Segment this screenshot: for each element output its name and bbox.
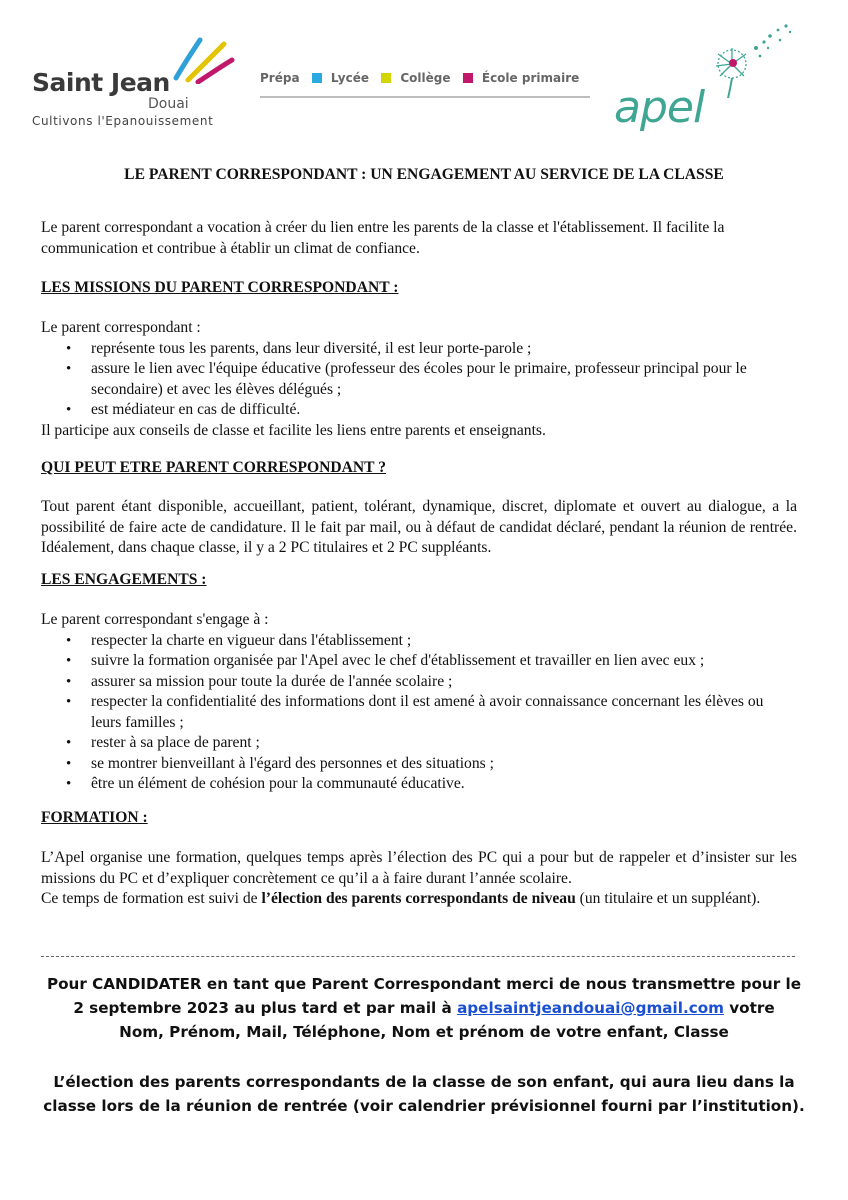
formation-heading: FORMATION :: [41, 809, 148, 826]
candidature-line-2-pre: 2 septembre 2023 au plus tard et par mail à: [73, 999, 458, 1017]
list-item: • respecter la charte en vigueur dans l'établissement ;: [91, 631, 797, 652]
swoosh-logo-icon: [170, 34, 240, 84]
list-item: • respecter la confidentialité des informations dont il est amené à avoir connaissance concernant les élèves ou leurs familles ;: [91, 692, 797, 733]
list-item: • assure le lien avec l'équipe éducative (professeur des écoles pour le primaire, professeur principal pour le secondaire) et avec les élèves délégués ;: [91, 359, 797, 400]
level-college: Collège: [400, 70, 451, 85]
who-paragraph: Tout parent étant disponible, accueillant, patient, tolérant, dynamique, discret, diplomate et ouvert au dialogue, a la possibilité de faire acte de candidature. Il le fait par mail, ou à défaut de candidat déclaré, pendant la réunion de rentrée. Idéalement, dans chaque classe, il y a 2 PC titulaires et 2 PC suppléants.: [41, 498, 797, 556]
school-city: Douai: [148, 96, 189, 112]
missions-lead: Le parent correspondant :: [41, 319, 201, 336]
formation-election-post: (un titulaire et un suppléant).: [575, 890, 761, 907]
school-name: Saint Jean: [32, 68, 170, 97]
list-item: • assurer sa mission pour toute la durée de l'année scolaire ;: [91, 672, 797, 693]
missions-heading: LES MISSIONS DU PARENT CORRESPONDANT :: [41, 279, 399, 296]
school-slogan: Cultivons l'Epanouissement: [32, 114, 214, 128]
formation-paragraph: L’Apel organise une formation, quelques temps après l’élection des PC qui a pour but de rappeler et d’insister sur les missions du PC et d’expliquer concrètement ce qu’il a à faire durant l’année scolaire.: [41, 849, 797, 887]
list-item: • suivre la formation organisée par l'Apel avec le chef d'établissement et travailler en lien avec eux ;: [91, 651, 797, 672]
engagements-heading: LES ENGAGEMENTS :: [41, 571, 207, 588]
formation-election-pre: Ce temps de formation est suivi de: [41, 890, 262, 907]
engagements-section: [41, 610, 797, 795]
engagements-list: [41, 631, 797, 795]
saint-jean-logo: [30, 36, 240, 136]
candidature-line-1: Pour CANDIDATER en tant que Parent Correspondant merci de nous transmettre pour le: [46, 975, 801, 993]
missions-closing: Il participe aux conseils de classe et facilite les liens entre parents et enseignants.: [41, 421, 546, 439]
level-prepa: Prépa: [260, 70, 300, 85]
formation-election-paragraph: [41, 889, 797, 910]
apel-wordmark: apel: [614, 82, 705, 133]
list-item: • se montrer bienveillant à l'égard des personnes et des situations ;: [91, 754, 797, 775]
list-item: • rester à sa place de parent ;: [91, 733, 797, 754]
election-notice: L’élection des parents correspondants de la classe de son enfant, qui aura lieu dans la classe lors de la réunion de rentrée (voir calendrier prévisionnel fourni par l’institution).: [43, 1073, 805, 1115]
candidature-line-2-post: votre: [723, 999, 775, 1017]
formation-section: [41, 848, 797, 910]
engagements-lead: Le parent correspondant s'engage à :: [41, 611, 269, 628]
levels-bar: [260, 70, 590, 98]
formation-election-bold: l’élection des parents correspondants de niveau: [261, 890, 576, 907]
candidature-line-3: Nom, Prénom, Mail, Téléphone, Nom et prénom de votre enfant, Classe: [119, 1023, 729, 1041]
page-title: LE PARENT CORRESPONDANT : UN ENGAGEMENT AU SERVICE DE LA CLASSE: [124, 166, 724, 183]
level-square-icon: [463, 73, 473, 83]
email-link[interactable]: apelsaintjeandouai@gmail.com: [457, 999, 724, 1017]
missions-list: [41, 339, 797, 421]
dashed-divider: [41, 956, 795, 957]
list-item: • est médiateur en cas de difficulté.: [91, 400, 797, 421]
level-square-icon: [381, 73, 391, 83]
level-lycee: Lycée: [330, 70, 369, 85]
apel-logo: [610, 18, 800, 148]
missions-section: [41, 318, 797, 441]
list-item: • être un élément de cohésion pour la communauté éducative.: [91, 774, 797, 795]
intro-paragraph: Le parent correspondant a vocation à créer du lien entre les parents de la classe et l'établissement. Il facilite la communication et contribue à établir un climat de confiance.: [41, 219, 725, 257]
who-heading: QUI PEUT ETRE PARENT CORRESPONDANT ?: [41, 459, 386, 476]
level-square-icon: [312, 73, 322, 83]
candidature-notice: [41, 972, 807, 1044]
level-primaire: École primaire: [481, 70, 580, 85]
candidature-line-2: [41, 996, 807, 1020]
list-item: • représente tous les parents, dans leur diversité, il est leur porte-parole ;: [91, 339, 797, 360]
